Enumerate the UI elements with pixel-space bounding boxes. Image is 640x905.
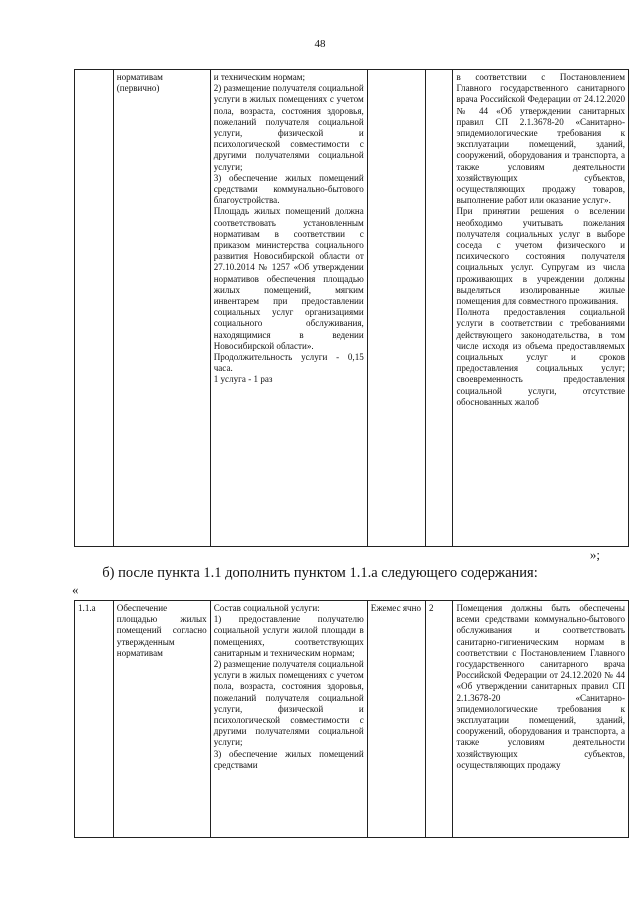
opening-quote: « xyxy=(72,582,79,597)
cell-quality-requirements: Помещения должны быть обеспечены всеми средствами коммунально-бытового обслуживания и соответствовать санитарно-гигиеническим нормам в соответствии с Постановлением Главного государственного санитарного врача Российской Федерации от 24.12.2020 № 44 «Об утверждении санитарных правил СП 2.1.3678-20 «Санитарно-эпидемиологические требования к эксплуатации помещений, зданий, сооружений, оборудования и транспорта, а также условиям деятельности хозяйствующих субъектов, осуществляющих продажу xyxy=(453,601,629,838)
cell-quantity: 2 xyxy=(425,601,453,838)
table-row xyxy=(75,601,629,838)
cell-number: 1.1.а xyxy=(75,601,114,838)
services-table-continued xyxy=(74,69,629,547)
cell-frequency: Ежемес ячно xyxy=(367,601,425,838)
page-number: 48 xyxy=(314,38,326,50)
services-table-new-item xyxy=(74,600,629,838)
cell-quantity xyxy=(425,70,453,547)
table-row xyxy=(75,70,629,547)
cell-number xyxy=(75,70,114,547)
cell-quality-requirements: в соответствии с Постановлением Главного государственного санитарного врача Российской Федерации от 24.12.2020 № 44 «Об утверждении санитарных правил СП 2.1.3678-20 «Санитарно-эпидемиологические требования к эксплуатации помещений, зданий, сооружений, оборудования и транспорта, а также условиям деятельности хозяйствующих субъектов, осуществляющих продажу товаров, выполнение работ или оказание услуг». При принятии решения о вселении необходимо учитывать пожелания получателя социальных услуг в выборе соседа с учетом физического и психического состояния получателя социальных услуг. Супругам из числа проживающих в учреждении должны выделяться изолированные жилые помещения для совместного проживания. Полнота предоставления социальной услуги в соответствии с требованиями действующего законодательства, в том числе исходя из объема предоставляемых социальных услуг и сроков предоставления социальных услуг; своевременность предоставления социальной услуги, отсутствие обоснованных жалоб xyxy=(453,70,629,547)
cell-service-name: нормативам (первично) xyxy=(113,70,210,547)
amendment-instruction: б) после пункта 1.1 дополнить пунктом 1.1.а следующего содержания: xyxy=(102,565,538,581)
cell-service-composition: Состав социальной услуги: 1) предоставление получателю социальной услуги жилой площади в помещениях, соответствующих санитарным и техническим нормам; 2) размещение получателя социальной услуги в жилых помещениях с учетом пола, возраста, состояния здоровья, пожеланий получателя социальной услуги, физической и психологической совместимости с другими получателями социальной услуги; 3) обеспечение жилых помещений средствами xyxy=(210,601,367,838)
closing-quote: »; xyxy=(589,547,600,562)
cell-service-name: Обеспечение площадью жилых помещений согласно утвержденным нормативам xyxy=(113,601,210,838)
cell-frequency xyxy=(367,70,425,547)
cell-service-composition: и техническим нормам; 2) размещение получателя социальной услуги в жилых помещениях с учетом пола, возраста, состояния здоровья, пожеланий получателя социальной услуги, физической и психологической совместимости с другими получателями социальной услуги; 3) обеспечение жилых помещений средствами коммунально-бытового благоустройства. Площадь жилых помещений должна соответствовать установленным нормативам в соответствии с приказом министерства социального развития Новосибирской области от 27.10.2014 № 1257 «Об утверждении нормативов обеспечения площадью жилых помещений, мягким инвентарем при предоставлении социальных услуг организациями социального обслуживания, находящимися в ведении Новосибирской области». Продолжительность услуги - 0,15 часа. 1 услуга - 1 раз xyxy=(210,70,367,547)
